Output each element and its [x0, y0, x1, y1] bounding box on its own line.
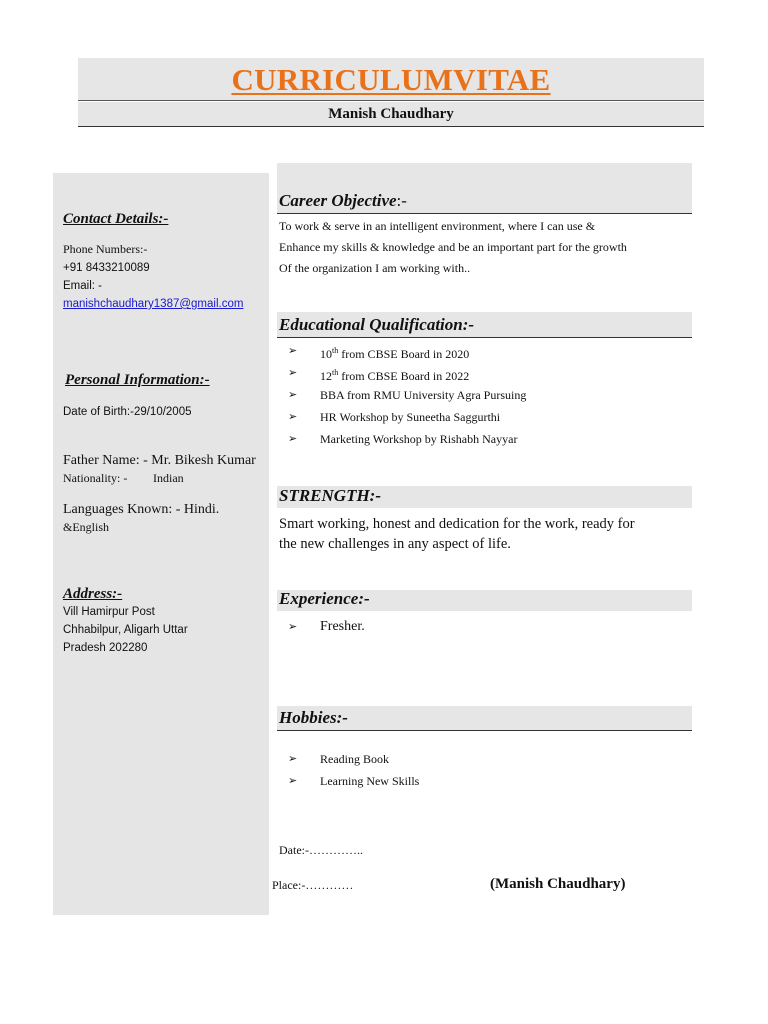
languages-line-2: &English	[63, 520, 110, 534]
career-line-1: To work & serve in an intelligent environment, where I can use &	[279, 219, 596, 233]
education-list	[288, 340, 526, 450]
superscript: th	[332, 368, 339, 377]
list-item	[288, 428, 526, 450]
experience-item-text: Fresher.	[320, 619, 365, 634]
career-objective-title: Career Objective	[279, 191, 397, 210]
arrow-bullet-icon: ➢	[288, 753, 298, 765]
nationality-label: Nationality: -	[63, 471, 128, 485]
arrow-bullet-icon: ➢	[288, 433, 298, 445]
career-objective-heading	[279, 191, 407, 211]
list-item	[288, 362, 526, 384]
address-line-3: Pradesh 202280	[63, 642, 148, 654]
sidebar	[53, 173, 269, 915]
arrow-bullet-icon: ➢	[288, 775, 298, 787]
address-line-2: Chhabilpur, Aligarh Uttar	[63, 624, 188, 636]
experience-list	[288, 616, 365, 638]
title-band	[78, 58, 704, 101]
education-band	[277, 312, 692, 338]
email-link[interactable]: manishchaudhary1387@gmail.com	[63, 298, 244, 310]
page-title: CURRICULUMVITAE	[231, 62, 551, 97]
strength-band	[277, 486, 692, 508]
arrow-bullet-icon: ➢	[288, 411, 298, 423]
nationality-value: Indian	[153, 471, 184, 485]
list-item	[288, 748, 419, 770]
list-item	[288, 770, 419, 792]
arrow-bullet-icon: ➢	[288, 345, 298, 357]
hobbies-heading: Hobbies:-	[279, 708, 348, 727]
place-line: Place:-…………	[272, 878, 354, 892]
father-name: Father Name: - Mr. Bikesh Kumar	[63, 453, 256, 468]
list-item	[288, 616, 365, 638]
email-label: Email: -	[63, 280, 102, 292]
phone-label: Phone Numbers:-	[63, 242, 148, 256]
career-line-3: Of the organization I am working with..	[279, 261, 471, 275]
address-line-1: Vill Hamirpur Post	[63, 606, 155, 618]
experience-heading: Experience:-	[279, 589, 370, 608]
date-of-birth: Date of Birth:-29/10/2005	[63, 406, 192, 418]
career-objective-suffix: :-	[396, 191, 407, 210]
education-item-text: from CBSE Board in 2020	[338, 347, 470, 361]
strength-line-1: Smart working, honest and dedication for the work, ready for	[279, 516, 635, 532]
date-line: Date:-…………..	[279, 843, 363, 857]
education-item-text: HR Workshop by Suneetha Saggurthi	[320, 410, 501, 424]
contact-heading: Contact Details:-	[63, 211, 169, 227]
education-item-text: from CBSE Board in 2022	[338, 369, 470, 383]
phone-number: +91 8433210089	[63, 262, 150, 274]
career-objective-band	[277, 163, 692, 214]
education-item-text: BBA from RMU University Agra Pursuing	[320, 388, 527, 402]
arrow-bullet-icon: ➢	[288, 621, 298, 633]
superscript: th	[332, 346, 339, 355]
languages-line-1: Languages Known: - Hindi.	[63, 502, 220, 517]
experience-band	[277, 590, 692, 611]
strength-line-2: the new challenges in any aspect of life.	[279, 536, 511, 552]
education-item-text: 10	[320, 347, 332, 361]
personal-heading: Personal Information:-	[65, 372, 210, 388]
list-item	[288, 340, 526, 362]
education-item-text: 12	[320, 369, 332, 383]
address-heading: Address:-	[63, 586, 123, 602]
hobby-item-text: Reading Book	[320, 752, 389, 766]
education-heading: Educational Qualification:-	[279, 315, 475, 334]
name-band	[78, 102, 704, 127]
arrow-bullet-icon: ➢	[288, 389, 298, 401]
arrow-bullet-icon: ➢	[288, 367, 298, 379]
signature: (Manish Chaudhary)	[490, 876, 626, 892]
education-item-text: Marketing Workshop by Rishabh Nayyar	[320, 432, 518, 446]
hobbies-list	[288, 748, 419, 792]
list-item	[288, 384, 526, 406]
hobbies-band	[277, 706, 692, 731]
candidate-name: Manish Chaudhary	[328, 106, 454, 122]
strength-heading: STRENGTH:-	[279, 486, 381, 505]
list-item	[288, 406, 526, 428]
hobby-item-text: Learning New Skills	[320, 774, 420, 788]
career-line-2: Enhance my skills & knowledge and be an important part for the growth	[279, 240, 627, 254]
